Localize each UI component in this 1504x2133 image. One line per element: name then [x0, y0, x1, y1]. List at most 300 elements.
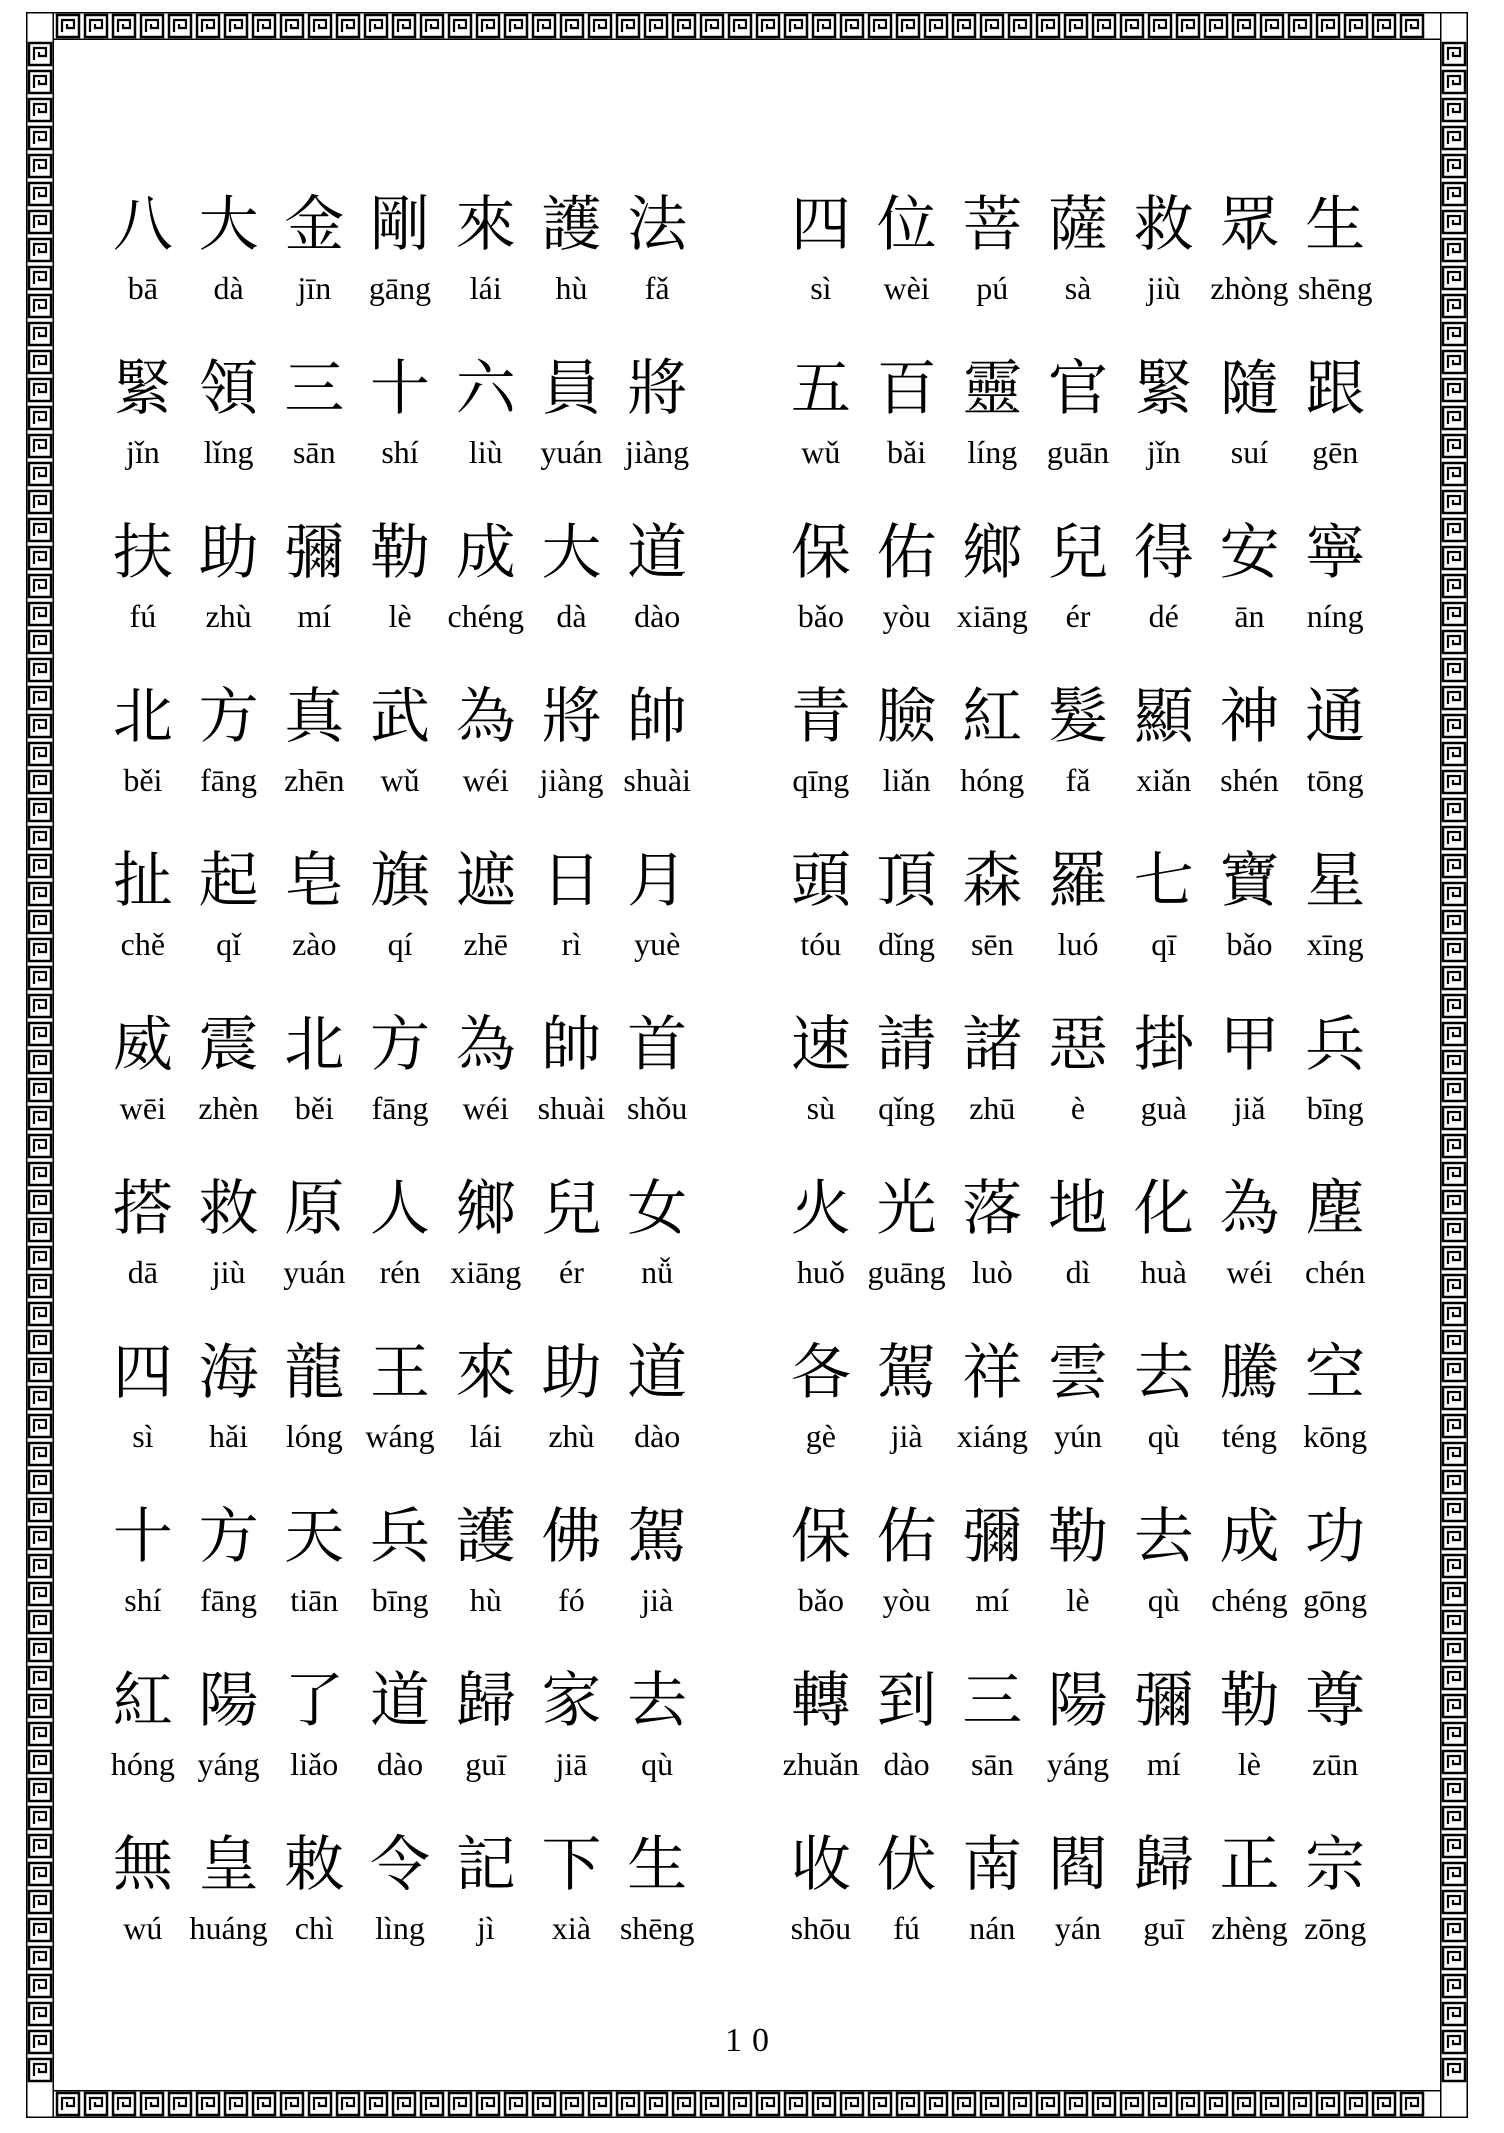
- pinyin-syllable: rì: [561, 926, 582, 962]
- pinyin-row: [100, 1902, 700, 1948]
- hanzi-character: 天: [284, 1502, 345, 1572]
- pinyin-syllable: yuè: [634, 926, 681, 962]
- pinyin-syllable: wǔ: [801, 434, 841, 470]
- hanzi-character: 大: [541, 518, 602, 588]
- hanzi-character: 塵: [1305, 1174, 1366, 1244]
- pinyin-syllable: bǎo: [797, 1582, 844, 1618]
- hanzi-character: 保: [790, 1502, 851, 1572]
- pinyin-syllable: sù: [806, 1090, 836, 1126]
- hanzi-character: 駕: [627, 1502, 688, 1572]
- pinyin-syllable: bā: [127, 270, 158, 306]
- hanzi-character: 位: [876, 190, 937, 260]
- hanzi-character: 救: [1133, 190, 1194, 260]
- pinyin-syllable: wéi: [462, 762, 509, 798]
- pinyin-row: [100, 754, 700, 800]
- hanzi-character: 方: [370, 1010, 431, 1080]
- hanzi-character: 佛: [541, 1502, 602, 1572]
- hanzi-character: 四: [790, 190, 851, 260]
- hanzi-character: 道: [370, 1666, 431, 1736]
- pinyin-syllable: běi: [294, 1090, 334, 1126]
- pinyin-syllable: sà: [1064, 270, 1092, 306]
- pinyin-row: [100, 426, 700, 472]
- pinyin-row: [100, 918, 700, 964]
- hanzi-row: [778, 846, 1378, 918]
- verse-line: [100, 682, 700, 846]
- verse-line: [100, 1174, 700, 1338]
- hanzi-character: 遮: [455, 846, 516, 916]
- hanzi-character: 跟: [1305, 354, 1366, 424]
- pinyin-syllable: yòu: [882, 598, 931, 634]
- hanzi-row: [100, 1830, 700, 1902]
- hanzi-character: 功: [1305, 1502, 1366, 1572]
- pinyin-syllable: lóng: [285, 1418, 343, 1454]
- hanzi-character: 記: [455, 1830, 516, 1900]
- pinyin-syllable: chéng: [447, 598, 524, 634]
- hanzi-character: 彌: [1133, 1666, 1194, 1736]
- pinyin-syllable: sān: [970, 1746, 1014, 1782]
- hanzi-character: 各: [790, 1338, 851, 1408]
- hanzi-character: 青: [790, 682, 851, 752]
- pinyin-syllable: gēn: [1312, 434, 1359, 470]
- pinyin-syllable: dǐng: [878, 926, 936, 962]
- verse-line: [100, 1830, 700, 1994]
- hanzi-character: 來: [455, 190, 516, 260]
- hanzi-character: 員: [541, 354, 602, 424]
- hanzi-character: 月: [627, 846, 688, 916]
- pinyin-syllable: jià: [641, 1582, 674, 1618]
- hanzi-character: 女: [627, 1174, 688, 1244]
- verse-line: [778, 190, 1378, 354]
- pinyin-syllable: rén: [379, 1254, 421, 1290]
- pinyin-syllable: qí: [387, 926, 413, 962]
- pinyin-syllable: běi: [123, 762, 163, 798]
- hanzi-row: [778, 1174, 1378, 1246]
- pinyin-syllable: huà: [1140, 1254, 1187, 1290]
- pinyin-syllable: liǎn: [882, 762, 931, 798]
- hanzi-character: 惡: [1048, 1010, 1109, 1080]
- hanzi-character: 去: [1133, 1502, 1194, 1572]
- hanzi-character: 三: [284, 354, 345, 424]
- hanzi-row: [778, 682, 1378, 754]
- hanzi-character: 到: [876, 1666, 937, 1736]
- pinyin-syllable: fǎ: [1065, 762, 1091, 798]
- pinyin-syllable: ér: [1065, 598, 1091, 634]
- pinyin-syllable: yáng: [197, 1746, 260, 1782]
- pinyin-syllable: pú: [976, 270, 1009, 306]
- pinyin-syllable: chì: [294, 1910, 334, 1946]
- hanzi-character: 星: [1305, 846, 1366, 916]
- hanzi-character: 宗: [1305, 1830, 1366, 1900]
- hanzi-character: 來: [455, 1338, 516, 1408]
- pinyin-syllable: dào: [634, 598, 681, 634]
- pinyin-syllable: sì: [810, 270, 832, 306]
- pinyin-syllable: dào: [634, 1418, 681, 1454]
- pinyin-syllable: zhèn: [198, 1090, 259, 1126]
- hanzi-character: 勒: [370, 518, 431, 588]
- hanzi-character: 成: [455, 518, 516, 588]
- verse-line: [100, 354, 700, 518]
- hanzi-character: 閻: [1048, 1830, 1109, 1900]
- pinyin-syllable: jiù: [211, 1254, 246, 1290]
- verse-line: [100, 846, 700, 1010]
- pinyin-syllable: yáng: [1046, 1746, 1110, 1782]
- hanzi-character: 人: [370, 1174, 431, 1244]
- hanzi-character: 寧: [1305, 518, 1366, 588]
- pinyin-row: [778, 1246, 1378, 1292]
- hanzi-character: 空: [1305, 1338, 1366, 1408]
- pinyin-syllable: chéng: [1211, 1582, 1288, 1618]
- hanzi-character: 五: [790, 354, 851, 424]
- verse-line: [100, 1010, 700, 1174]
- pinyin-syllable: kōng: [1303, 1418, 1368, 1454]
- hanzi-character: 地: [1048, 1174, 1109, 1244]
- hanzi-character: 真: [284, 682, 345, 752]
- hanzi-character: 將: [627, 354, 688, 424]
- hanzi-character: 去: [627, 1666, 688, 1736]
- hanzi-character: 大: [198, 190, 259, 260]
- hanzi-character: 起: [198, 846, 259, 916]
- hanzi-character: 兵: [370, 1502, 431, 1572]
- hanzi-character: 下: [541, 1830, 602, 1900]
- border-right-fret-pattern: [1440, 12, 1468, 2118]
- verse-line: [778, 1502, 1378, 1666]
- hanzi-row: [100, 518, 700, 590]
- pinyin-syllable: hóng: [960, 762, 1025, 798]
- pinyin-syllable: hù: [469, 1582, 502, 1618]
- hanzi-row: [100, 1174, 700, 1246]
- pinyin-syllable: níng: [1306, 598, 1364, 634]
- pinyin-syllable: shí: [124, 1582, 162, 1618]
- pinyin-syllable: qù: [1147, 1418, 1180, 1454]
- pinyin-syllable: zhē: [463, 926, 508, 962]
- pinyin-syllable: qǐng: [878, 1090, 936, 1126]
- pinyin-row: [778, 426, 1378, 472]
- hanzi-character: 正: [1219, 1830, 1280, 1900]
- hanzi-character: 頭: [790, 846, 851, 916]
- pinyin-syllable: wǔ: [380, 762, 420, 798]
- pinyin-syllable: yuán: [283, 1254, 346, 1290]
- hanzi-character: 歸: [455, 1666, 516, 1736]
- pinyin-syllable: wáng: [365, 1418, 435, 1454]
- hanzi-character: 緊: [1133, 354, 1194, 424]
- pinyin-row: [100, 1738, 700, 1784]
- hanzi-character: 靈: [962, 354, 1023, 424]
- pinyin-syllable: qù: [1147, 1582, 1180, 1618]
- pinyin-syllable: jià: [890, 1418, 923, 1454]
- verse-line: [778, 1338, 1378, 1502]
- hanzi-character: 顯: [1133, 682, 1194, 752]
- pinyin-syllable: xià: [551, 1910, 591, 1946]
- pinyin-row: [100, 1246, 700, 1292]
- pinyin-syllable: zhù: [205, 598, 252, 634]
- hanzi-character: 剛: [370, 190, 431, 260]
- hanzi-character: 北: [284, 1010, 345, 1080]
- hanzi-character: 六: [455, 354, 516, 424]
- pinyin-syllable: wú: [123, 1910, 163, 1946]
- verse-column-left: [100, 190, 700, 1994]
- pinyin-syllable: bǎo: [797, 598, 844, 634]
- pinyin-syllable: ér: [559, 1254, 584, 1290]
- hanzi-character: 落: [962, 1174, 1023, 1244]
- hanzi-character: 助: [198, 518, 259, 588]
- hanzi-character: 佑: [876, 518, 937, 588]
- hanzi-character: 令: [370, 1830, 431, 1900]
- hanzi-character: 金: [284, 190, 345, 260]
- hanzi-character: 尊: [1305, 1666, 1366, 1736]
- hanzi-row: [778, 190, 1378, 262]
- pinyin-syllable: shēng: [619, 1910, 695, 1946]
- hanzi-character: 寶: [1219, 846, 1280, 916]
- hanzi-character: 百: [876, 354, 937, 424]
- pinyin-syllable: mí: [975, 1582, 1010, 1618]
- hanzi-row: [778, 518, 1378, 590]
- pinyin-syllable: fó: [558, 1582, 585, 1618]
- pinyin-syllable: jiǎ: [1233, 1090, 1266, 1126]
- pinyin-syllable: jiàng: [625, 434, 690, 470]
- verse-line: [778, 846, 1378, 1010]
- pinyin-syllable: chén: [1304, 1254, 1366, 1290]
- hanzi-character: 為: [1219, 1174, 1280, 1244]
- pinyin-syllable: jǐn: [125, 434, 160, 470]
- hanzi-character: 紅: [962, 682, 1023, 752]
- pinyin-syllable: xiǎn: [1136, 762, 1192, 798]
- pinyin-syllable: yán: [1054, 1910, 1102, 1946]
- pinyin-syllable: dì: [1065, 1254, 1091, 1290]
- pinyin-syllable: dào: [376, 1746, 424, 1782]
- pinyin-syllable: bǎi: [887, 434, 927, 470]
- hanzi-character: 祥: [962, 1338, 1023, 1408]
- hanzi-character: 八: [112, 190, 173, 260]
- pinyin-syllable: chě: [120, 926, 166, 962]
- pinyin-syllable: dā: [127, 1254, 158, 1290]
- pinyin-syllable: lè: [1066, 1582, 1090, 1618]
- hanzi-character: 光: [876, 1174, 937, 1244]
- pinyin-syllable: guī: [1143, 1910, 1185, 1946]
- hanzi-character: 森: [962, 846, 1023, 916]
- pinyin-syllable: zhēn: [284, 762, 345, 798]
- hanzi-row: [778, 1830, 1378, 1902]
- hanzi-character: 震: [198, 1010, 259, 1080]
- hanzi-character: 薩: [1048, 190, 1109, 260]
- hanzi-character: 方: [198, 682, 259, 752]
- pinyin-syllable: nán: [969, 1910, 1016, 1946]
- hanzi-row: [100, 1502, 700, 1574]
- pinyin-syllable: lè: [1237, 1746, 1261, 1782]
- hanzi-character: 彌: [962, 1502, 1023, 1572]
- hanzi-character: 成: [1219, 1502, 1280, 1572]
- hanzi-character: 救: [198, 1174, 259, 1244]
- hanzi-character: 鄉: [962, 518, 1023, 588]
- hanzi-character: 武: [370, 682, 431, 752]
- pinyin-syllable: shuài: [623, 762, 691, 798]
- pinyin-syllable: lái: [469, 270, 502, 306]
- hanzi-character: 陽: [198, 1666, 259, 1736]
- hanzi-character: 兵: [1305, 1010, 1366, 1080]
- pinyin-syllable: xiáng: [956, 1418, 1028, 1454]
- hanzi-character: 得: [1133, 518, 1194, 588]
- hanzi-character: 騰: [1219, 1338, 1280, 1408]
- border-top-fret-pattern: [26, 12, 1468, 40]
- hanzi-character: 旗: [370, 846, 431, 916]
- pinyin-syllable: líng: [967, 434, 1018, 470]
- hanzi-character: 四: [112, 1338, 173, 1408]
- hanzi-row: [100, 682, 700, 754]
- pinyin-syllable: shōu: [790, 1910, 852, 1946]
- pinyin-syllable: dà: [213, 270, 244, 306]
- pinyin-row: [778, 918, 1378, 964]
- hanzi-character: 敕: [284, 1830, 345, 1900]
- pinyin-syllable: yuán: [540, 434, 603, 470]
- hanzi-row: [100, 846, 700, 918]
- hanzi-character: 王: [370, 1338, 431, 1408]
- pinyin-row: [100, 590, 700, 636]
- pinyin-syllable: qù: [641, 1746, 674, 1782]
- pinyin-syllable: fú: [893, 1910, 920, 1946]
- pinyin-syllable: lè: [388, 598, 412, 634]
- hanzi-character: 速: [790, 1010, 851, 1080]
- pinyin-syllable: jiàng: [539, 762, 604, 798]
- pinyin-syllable: shén: [1220, 762, 1279, 798]
- hanzi-character: 為: [455, 1010, 516, 1080]
- hanzi-character: 日: [541, 846, 602, 916]
- pinyin-syllable: bǎo: [1226, 926, 1273, 962]
- pinyin-syllable: ān: [1234, 598, 1265, 634]
- hanzi-character: 首: [627, 1010, 688, 1080]
- pinyin-syllable: hóng: [110, 1746, 175, 1782]
- pinyin-row: [778, 590, 1378, 636]
- pinyin-syllable: tiān: [290, 1582, 339, 1618]
- hanzi-character: 領: [198, 354, 259, 424]
- pinyin-row: [778, 262, 1378, 308]
- pinyin-syllable: xiāng: [956, 598, 1028, 634]
- pinyin-syllable: zhòng: [1210, 270, 1289, 306]
- pinyin-syllable: fú: [129, 598, 157, 634]
- hanzi-character: 駕: [876, 1338, 937, 1408]
- hanzi-character: 扯: [112, 846, 173, 916]
- hanzi-character: 雲: [1048, 1338, 1109, 1408]
- verse-line: [778, 518, 1378, 682]
- hanzi-character: 通: [1305, 682, 1366, 752]
- hanzi-character: 將: [541, 682, 602, 752]
- hanzi-character: 化: [1133, 1174, 1194, 1244]
- pinyin-syllable: zhù: [548, 1418, 595, 1454]
- pinyin-syllable: bīng: [1306, 1090, 1364, 1126]
- pinyin-syllable: gōng: [1303, 1582, 1368, 1618]
- hanzi-character: 生: [1305, 190, 1366, 260]
- hanzi-row: [100, 1010, 700, 1082]
- hanzi-character: 為: [455, 682, 516, 752]
- pinyin-syllable: dào: [883, 1746, 930, 1782]
- hanzi-character: 皂: [284, 846, 345, 916]
- hanzi-character: 十: [112, 1502, 173, 1572]
- pinyin-syllable: lái: [469, 1418, 502, 1454]
- hanzi-character: 眾: [1219, 190, 1280, 260]
- pinyin-row: [778, 1574, 1378, 1620]
- hanzi-character: 帥: [627, 682, 688, 752]
- pinyin-syllable: guāng: [867, 1254, 946, 1290]
- pinyin-syllable: luó: [1057, 926, 1099, 962]
- pinyin-syllable: fāng: [200, 1582, 257, 1618]
- hanzi-row: [100, 354, 700, 426]
- hanzi-character: 七: [1133, 846, 1194, 916]
- pinyin-row: [100, 1082, 700, 1128]
- hanzi-character: 請: [876, 1010, 937, 1080]
- pinyin-row: [778, 1902, 1378, 1948]
- hanzi-row: [778, 354, 1378, 426]
- verse-column-right: [778, 190, 1378, 1994]
- pinyin-syllable: suí: [1230, 434, 1269, 470]
- pinyin-syllable: mí: [1146, 1746, 1181, 1782]
- hanzi-character: 羅: [1048, 846, 1109, 916]
- hanzi-character: 三: [962, 1666, 1023, 1736]
- pinyin-syllable: tōng: [1306, 762, 1364, 798]
- verse-line: [778, 1666, 1378, 1830]
- hanzi-character: 威: [112, 1010, 173, 1080]
- pinyin-syllable: tóu: [800, 926, 842, 962]
- hanzi-character: 官: [1048, 354, 1109, 424]
- hanzi-character: 諸: [962, 1010, 1023, 1080]
- pinyin-syllable: huáng: [189, 1910, 268, 1946]
- pinyin-syllable: zào: [292, 926, 337, 962]
- pinyin-syllable: sì: [132, 1418, 154, 1454]
- hanzi-character: 紅: [112, 1666, 173, 1736]
- pinyin-syllable: hù: [555, 270, 588, 306]
- pinyin-syllable: fāng: [200, 762, 257, 798]
- hanzi-character: 歸: [1133, 1830, 1194, 1900]
- hanzi-character: 南: [962, 1830, 1023, 1900]
- pinyin-row: [100, 262, 700, 308]
- pinyin-syllable: zhuǎn: [782, 1746, 860, 1782]
- hanzi-row: [778, 1010, 1378, 1082]
- verse-line: [778, 1010, 1378, 1174]
- pinyin-row: [100, 1410, 700, 1456]
- hanzi-character: 安: [1219, 518, 1280, 588]
- pinyin-syllable: zūn: [1312, 1746, 1359, 1782]
- pinyin-syllable: wéi: [1226, 1254, 1273, 1290]
- hanzi-character: 北: [112, 682, 173, 752]
- hanzi-character: 無: [112, 1830, 173, 1900]
- hanzi-row: [778, 1502, 1378, 1574]
- pinyin-syllable: fǎ: [644, 270, 670, 306]
- pinyin-syllable: wēi: [119, 1090, 166, 1126]
- hanzi-character: 伏: [876, 1830, 937, 1900]
- hanzi-character: 皇: [198, 1830, 259, 1900]
- pinyin-row: [778, 1738, 1378, 1784]
- hanzi-character: 轉: [790, 1666, 851, 1736]
- pinyin-syllable: guà: [1140, 1090, 1187, 1126]
- hanzi-character: 緊: [112, 354, 173, 424]
- pinyin-syllable: sēn: [970, 926, 1014, 962]
- pinyin-syllable: wèi: [883, 270, 930, 306]
- verse-line: [778, 354, 1378, 518]
- hanzi-character: 兒: [1048, 518, 1109, 588]
- pinyin-syllable: qīng: [792, 762, 850, 798]
- hanzi-character: 道: [627, 1338, 688, 1408]
- pinyin-syllable: è: [1070, 1090, 1086, 1126]
- pinyin-syllable: xīng: [1306, 926, 1364, 962]
- hanzi-character: 生: [627, 1830, 688, 1900]
- hanzi-character: 龍: [284, 1338, 345, 1408]
- pinyin-syllable: gāng: [368, 270, 432, 306]
- border-bottom-fret-pattern: [26, 2090, 1468, 2118]
- pinyin-syllable: jiā: [555, 1746, 588, 1782]
- pinyin-syllable: qǐ: [216, 926, 242, 962]
- verse-line: [778, 1174, 1378, 1338]
- pinyin-syllable: guī: [465, 1746, 507, 1782]
- hanzi-character: 搭: [112, 1174, 173, 1244]
- hanzi-character: 了: [284, 1666, 345, 1736]
- pinyin-syllable: bīng: [371, 1582, 429, 1618]
